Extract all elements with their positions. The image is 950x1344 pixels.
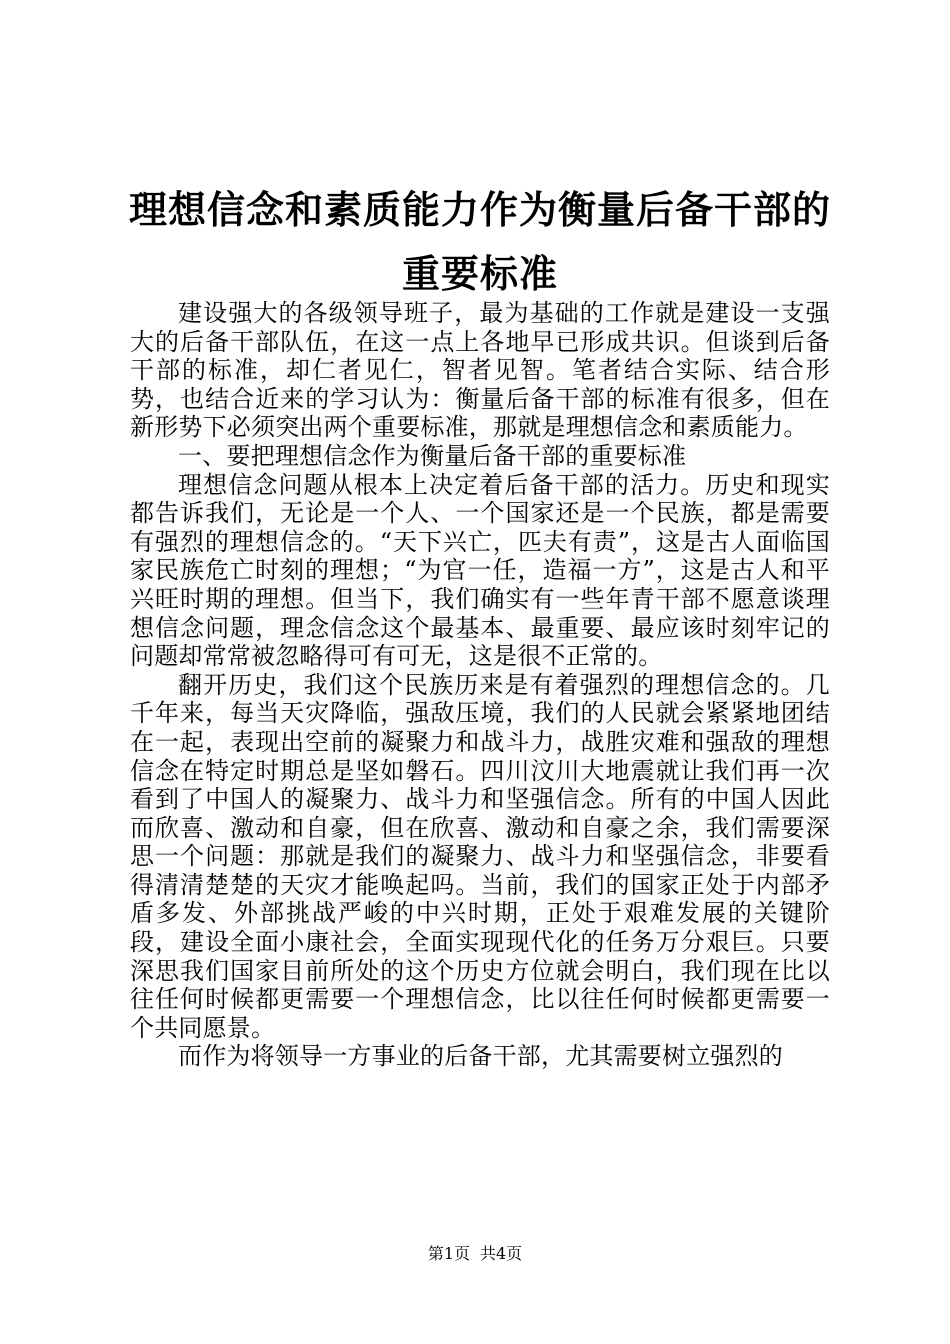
paragraph-intro: 建设强大的各级领导班子，最为基础的工作就是建设一支强大的后备干部队伍，在这一点上各地早已形成共识。但谈到后备干部的标准，却仁者见仁，智者见智。笔者结合实际、结合形势，也结合近来的学习认为：衡量后备干部的标准有很多，但在新形势下必须突出两个重要标准，那就是理想信念和素质能力。 — [130, 299, 830, 442]
paragraph-continued: 而作为将领导一方事业的后备干部，尤其需要树立强烈的 — [178, 1042, 783, 1071]
paragraph-ideals: 理想信念问题从根本上决定着后备干部的活力。历史和现实都告诉我们，无论是一个人、一个国家还是一个民族，都是需要有强烈的理想信念的。“天下兴亡，匹夫有责”，这是古人面临国家民族危亡时刻的理想；“为官一任，造福一方”，这是古人和平兴旺时期的理想。但当下，我们确实有一些年青干部不愿意谈理想信念问题，理念信念这个最基本、最重要、最应该时刻牢记的问题却常常被忽略得可有可无，这是很不正常的。 — [130, 470, 830, 671]
page-footer — [0, 1244, 950, 1264]
document-title: 理想信念和素质能力作为衡量后备干部的重要标准 — [128, 187, 831, 296]
document-body — [130, 299, 830, 1071]
page-total: 共4页 — [480, 1244, 523, 1263]
section-heading: 一、要把理想信念作为衡量后备干部的重要标准 — [178, 441, 687, 470]
page-number: 第1页 — [427, 1244, 470, 1263]
paragraph-history: 翻开历史，我们这个民族历来是有着强烈的理想信念的。几千年来，每当天灾降临，强敌压境，我们的人民就会紧紧地团结在一起，表现出空前的凝聚力和战斗力，战胜灾难和强敌的理想信念在特定时期总是坚如磐石。四川汶川大地震就让我们再一次看到了中国人的凝聚力、战斗力和坚强信念。所有的中国人因此而欣喜、激动和自豪，但在欣喜、激动和自豪之余，我们需要深思一个问题：那就是我们的凝聚力、战斗力和坚强信念，非要看得清清楚楚的天灾才能唤起吗。当前，我们的国家正处于内部矛盾多发、外部挑战严峻的中兴时期，正处于艰难发展的关键阶段，建设全面小康社会，全面实现现代化的任务万分艰巨。只要深思我们国家目前所处的这个历史方位就会明白，我们现在比以往任何时候都更需要一个理想信念，比以往任何时候都更需要一个共同愿景。 — [130, 670, 830, 1042]
